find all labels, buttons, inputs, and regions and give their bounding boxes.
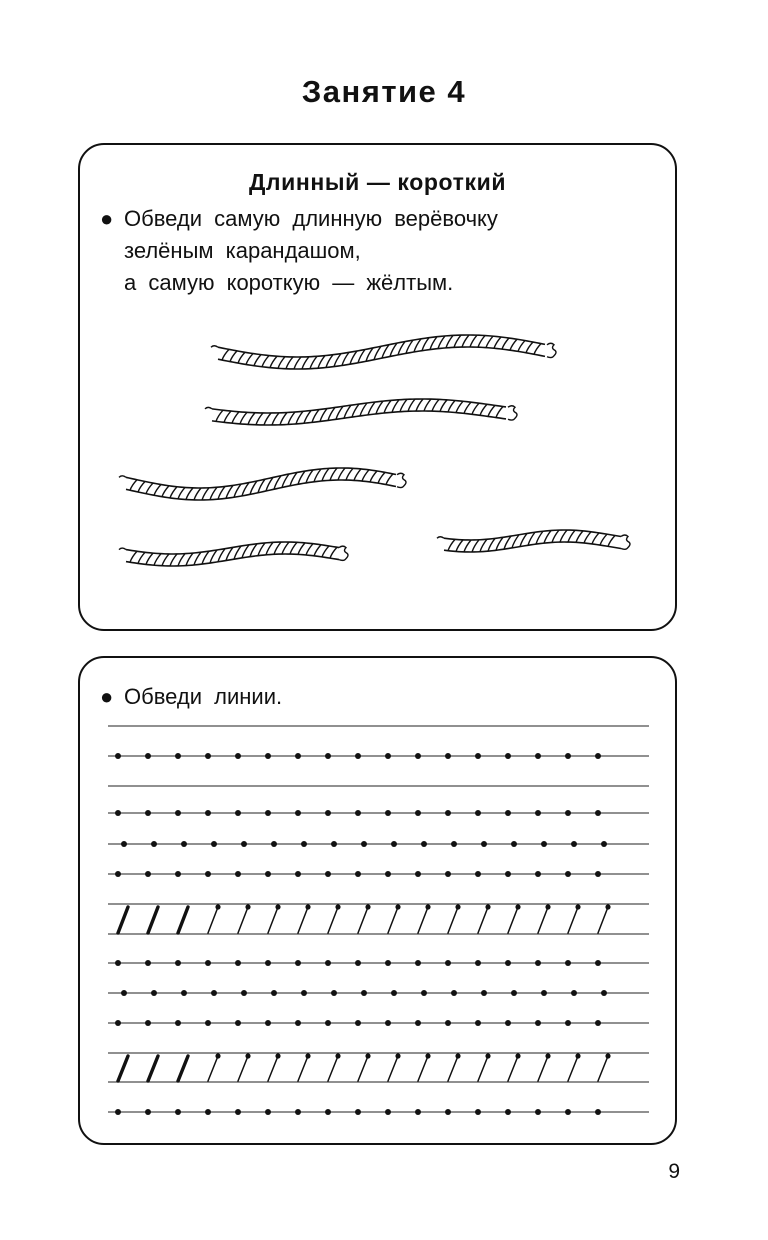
instruction-line: зелёным карандашом, (124, 238, 361, 263)
slash-row (118, 1053, 611, 1081)
instruction-line: а самую короткую — жёлтым. (124, 270, 454, 295)
page-number: 9 (668, 1160, 680, 1183)
page-title: Занятие 4 (301, 74, 467, 109)
bullet-icon: ● (100, 206, 114, 231)
task-title: Длинный — короткий (248, 169, 507, 195)
bullet-icon: ● (100, 684, 114, 709)
slash-row (118, 904, 611, 933)
instruction-line: Обведи самую длинную верёвочку (124, 206, 498, 231)
instruction-line: Обведи линии. (124, 684, 283, 709)
